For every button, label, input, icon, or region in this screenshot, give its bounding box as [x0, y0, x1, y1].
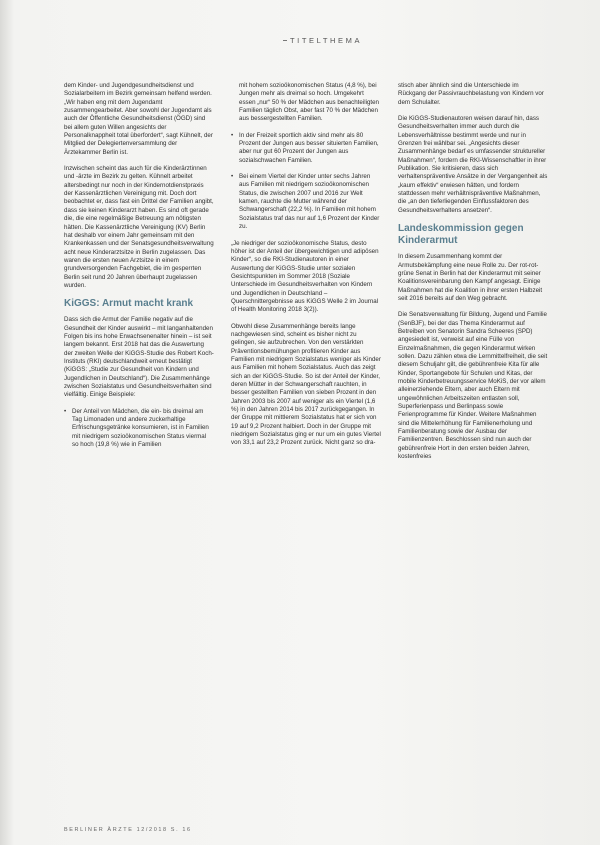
paragraph: Die KiGGS-Studienautoren weisen darauf hin, dass Gesundheitsverhalten immer auch durch die Lebensverhältnisse bestimmt werde und nur in Grenzen frei wählbar sei. „Angesichts dieser Zusammenhänge bedarf es umfassender struktureller Maßnahmen“, fordern die RKI-Wissenschaftler in ihrer Publikation. Sie kritisieren, dass sich verhaltenspräventive Ansätze in der Vergangenheit als „kaum effektiv“ erwiesen hätten, und fordern stattdessen mehr verhältnispräventive Maßnahmen, die „an den tieferliegenden Einflussfaktoren des Gesundheitsverhaltens ansetzen“.: [398, 115, 548, 214]
header-rule: [283, 40, 287, 41]
paragraph: In diesem Zusammenhang kommt der Armutsbekämpfung eine neue Rolle zu. Der rot-rot-grüne Senat in Berlin hat der Kinderarmut mit seiner Koalitionsvereinbarung den Kampf angesagt. Einige Maßnahmen hat die Koalition in ihrer ersten Halbzeit seit 2016 bereits auf den Weg gebracht.: [398, 253, 543, 302]
column-3: [398, 82, 548, 469]
paragraph: Obwohl diese Zusammenhänge bereits lange nachgewiesen sind, scheint es bisher nicht zu gelingen, sie aufzubrechen. Von den verstärkten Präventionsbemühungen profitieren Kinder aus Familien mit niedrigem Sozialstatus weniger als Kinder aus Familien mit hohem Sozialstatus. Auch das zeigt sich an der KiGGS-Studie. So ist der Anteil der Kinder, deren Mütter in der Schwangerschaft rauchten, in besser gestellten Familien von sieben Prozent in den Jahren 2003 bis 2007 auf weniger als ein Viertel (1,6 %) in den Jahren 2014 bis 2017 zurückgegangen. In der Gruppe mit mittlerem Sozialstatus hat er sich von 19 auf 9,2 Prozent halbiert. Doch in der Gruppe mit niedrigem Sozialstatus ging er nur um ein gutes Viertel von 33,1 auf 23,2 Prozent zurück. Nicht ganz so dra-: [231, 322, 381, 447]
bullet-list: [64, 408, 214, 450]
column-2: [231, 82, 381, 456]
bullet-item: • Der Anteil von Mädchen, die ein- bis dreimal am Tag Limonaden und andere zuckerhaltige Erfrischungsgetränke konsumieren, ist in Familien mit niedrigem sozioökonomischen Status viermal so hoch (19,8 %) wie in Familien: [64, 408, 214, 450]
section-header: TITELTHEMA: [290, 36, 363, 45]
bullet-list: [231, 132, 381, 232]
bullet-item: • Bei einem Viertel der Kinder unter sechs Jahren aus Familien mit niedrigem sozioökonomischen Status, die zwischen 2007 und 2016 zur Welt kamen, rauchte die Mutter während der Schwangerschaft (22,2 %). In Familien mit hohem Sozialstatus traf das nur auf 1,6 Prozent der Kinder zu.: [231, 173, 381, 231]
paragraph: „Je niedriger der sozioökonomische Status, desto höher ist der Anteil der übergewichtigen und adipösen Kinder“, so die RKI-Studienautoren in einer Auswertung der KiGGS-Studie unter sozialen Gesichtspunkten im Sommer 2018 (Soziale Unterschiede im Gesundheitsverhalten von Kindern und Jugendlichen in Deutschland – Querschnittergebnisse aus KiGGS Welle 2 im Journal of Health Monitoring 2018 3(2)).: [231, 239, 379, 314]
paragraph: Inzwischen scheint das auch für die Kinderärztinnen und -ärzte im Bezirk zu gelten. Kühnelt arbeitet altersbedingt nur noch in der Kindernotdienstpraxis der Kassenärztlichen Vereinigung mit. Doch dort beobachtet er, dass fast ein Drittel der Familien angibt, dass sie keinen Kinderarzt haben. Es sind oft gerade die, die eine regelmäßige Betreuung am nötigsten hätten. Die Kassenärztliche Vereinigung (KV) Berlin hat deshalb vor einem Jahr gemeinsam mit den Krankenkassen und der Senatsgesundheitsverwaltung acht neue Kinderarztsitze in Berlin zugelassen. Das waren die ersten neuen Arztsitze in einem grundversorgenden Fachgebiet, die im gesperrten Berlin seit rund 20 Jahren überhaupt zugelassen wurden.: [64, 165, 214, 289]
paragraph-continued: mit hohem sozioökonomischen Status (4,8 %), bei Jungen mehr als dreimal so hoch. Umgekehrt essen „nur“ 50 % der Mädchen aus benachteiligten Familien täglich Obst, aber fast 70 % der Mädchen aus bessergestellten Familien.: [239, 82, 379, 123]
page-footer: BERLINER ÄRZTE 12/2018 S. 16: [64, 827, 192, 833]
paragraph: Dass sich die Armut der Familie negativ auf die Gesundheit der Kinder auswirkt – mit langanhaltenden Folgen bis ins hohe Erwachsenenalter hinein – ist seit langem bekannt. Erst 2018 hat das die Auswertung der zweiten Welle der KiGGS-Studie des Robert Koch-Instituts (RKI) deutschlandweit erneut bestätigt (KiGGS: „Studie zur Gesundheit von Kindern und Jugendlichen in Deutschland“). Die Zusammenhänge zwischen Sozialstatus und Gesundheitsverhalten sind vielfältig. Einige Beispiele:: [64, 316, 214, 399]
subheading-landeskommission: Landeskommission gegen Kinderarmut: [398, 223, 524, 247]
paragraph: stisch aber ähnlich sind die Unterschiede im Rückgang der Passivrauchbelastung von Kindern vor dem Schulalter.: [398, 82, 544, 106]
bullet-item: • In der Freizeit sportlich aktiv sind mehr als 80 Prozent der Jungen aus besser situierten Familien, aber nur gut 60 Prozent der Jungen aus sozialschwachen Familien.: [231, 132, 381, 165]
paragraph: dem Kinder- und Jugendgesundheitsdienst und Sozialarbeitern im Bezirk gemeinsam helfend werden. „Wir haben eng mit dem Jugendamt zusammengearbeitet. Aber sowohl der Jugendamt als auch der Öffentliche Gesundheitsdienst (ÖGD) sind bei allem guten Willen angesichts der Personalknappheit total überfordert“, sagt Kühnelt, der Mitglied der Delegiertenversammlung der Ärztekammer Berlin ist.: [64, 82, 213, 156]
paragraph: Die Senatsverwaltung für Bildung, Jugend und Familie (SenBJF), bei der das Thema Kinderarmut auf Betreiben von Senatorin Sandra Scheeres (SPD) angesiedelt ist, verweist auf eine Fülle von Einzelmaßnahmen, die gegen Kinderarmut wirken sollen. Dazu zählen etwa die Lernmittelfreiheit, die seit diesem Schuljahr gilt, die gebührenfreie Kita für alle Kinder, Sportangebote für Schulen und Kitas, der mobile Kinderbetreuungsservice MoKiS, der vor allem alleinerziehende Eltern, aber auch Eltern mit ungewöhnlichen Arbeitszeiten entlasten soll, Superferienpass und Berlinpass sowie Ferienprogramme für Kinder. Weitere Maßnahmen sind die Mittelerhöhung für Familienerholung und Familienberatung sowie der Ausbau der Familienzentren. Beschlossen sind nun auch der gebührenfreie Hort in den ersten beiden Jahren, kostenfreies: [398, 311, 548, 461]
subheading-kiggs: KiGGS: Armut macht krank: [64, 298, 194, 310]
column-1: [64, 82, 214, 457]
